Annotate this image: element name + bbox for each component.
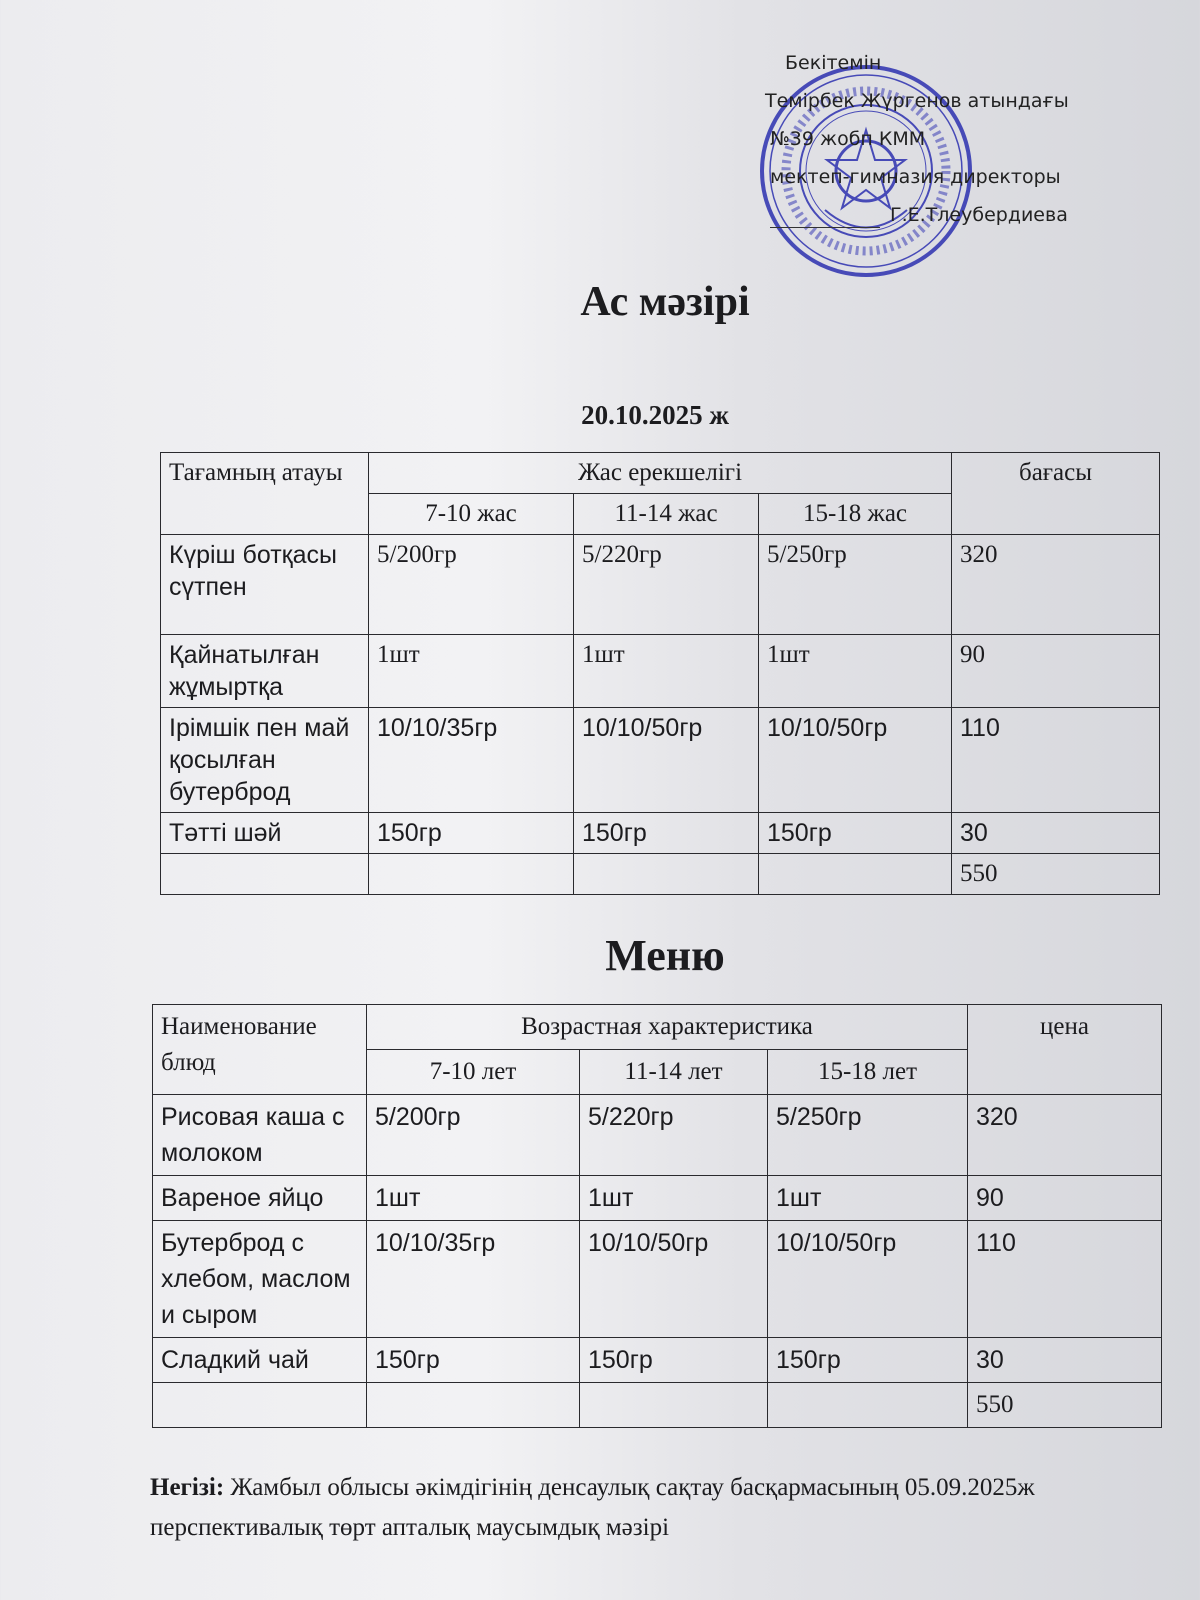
approval-heading: Бекітемін xyxy=(785,52,882,74)
header-age-group: Возрастная характеристика xyxy=(367,1005,968,1050)
table-row xyxy=(161,635,1160,708)
dish-name: Ірімшік пен май қосылған бутерброд xyxy=(161,708,369,813)
table-row xyxy=(161,813,1160,854)
portion-11-14: 5/220гр xyxy=(580,1095,768,1176)
dish-price: 110 xyxy=(952,708,1160,813)
header-age: 7-10 жас xyxy=(369,494,574,535)
kz-menu-table xyxy=(160,452,1160,895)
header-age: 11-14 жас xyxy=(574,494,759,535)
dish-price: 110 xyxy=(968,1221,1162,1338)
dish-name: Бутерброд с хлебом, маслом и сыром xyxy=(153,1221,367,1338)
header-dish-name: Тағамның атауы xyxy=(161,453,369,535)
dish-price: 90 xyxy=(968,1176,1162,1221)
portion-15-18: 1шт xyxy=(768,1176,968,1221)
total-row xyxy=(153,1383,1162,1428)
portion-15-18: 150гр xyxy=(759,813,952,854)
basis-note xyxy=(150,1468,1110,1548)
header-price: бағасы xyxy=(952,453,1160,535)
portion-15-18: 150гр xyxy=(768,1338,968,1383)
table-header-row xyxy=(153,1005,1162,1050)
portion-15-18: 10/10/50гр xyxy=(759,708,952,813)
approval-school-line: Темірбек Жүргенов атындағы xyxy=(765,90,1069,112)
table-row xyxy=(153,1095,1162,1176)
portion-15-18: 5/250гр xyxy=(759,535,952,635)
dish-price: 30 xyxy=(968,1338,1162,1383)
ru-menu-table xyxy=(152,1004,1162,1428)
header-age: 15-18 лет xyxy=(768,1050,968,1095)
basis-text: Жамбыл облысы әкімдігінің денсаулық сақтау басқармасының 05.09.2025ж перспективалық төрт апталық маусымдық мәзірі xyxy=(150,1474,1035,1541)
portion-15-18: 5/250гр xyxy=(768,1095,968,1176)
header-dish-name: Наименование блюд xyxy=(153,1005,367,1095)
portion-11-14: 1шт xyxy=(580,1176,768,1221)
table-row xyxy=(153,1221,1162,1338)
dish-name: Сладкий чай xyxy=(153,1338,367,1383)
portion-7-10: 1шт xyxy=(369,635,574,708)
portion-11-14: 1шт xyxy=(574,635,759,708)
table-row xyxy=(153,1176,1162,1221)
portion-11-14: 10/10/50гр xyxy=(574,708,759,813)
header-age-group: Жас ерекшелігі xyxy=(369,453,952,494)
approval-school-number: №39 жобп КММ xyxy=(770,128,926,150)
portion-15-18: 1шт xyxy=(759,635,952,708)
table-row xyxy=(161,708,1160,813)
dish-name: Күріш ботқасы сүтпен xyxy=(161,535,369,635)
dish-name: Вареное яйцо xyxy=(153,1176,367,1221)
dish-price: 320 xyxy=(968,1095,1162,1176)
dish-price: 320 xyxy=(952,535,1160,635)
total-price: 550 xyxy=(952,854,1160,895)
header-price: цена xyxy=(968,1005,1162,1095)
portion-11-14: 5/220гр xyxy=(574,535,759,635)
header-age: 11-14 лет xyxy=(580,1050,768,1095)
table-row xyxy=(161,535,1160,635)
approval-director-name: Г.Е.Тлеубердиева xyxy=(890,204,1068,226)
signature-line xyxy=(770,227,880,228)
portion-7-10: 1шт xyxy=(367,1176,580,1221)
dish-name: Тәтті шәй xyxy=(161,813,369,854)
basis-label: Негізі: xyxy=(150,1474,225,1501)
menu-date: 20.10.2025 ж xyxy=(581,400,729,430)
portion-7-10: 150гр xyxy=(367,1338,580,1383)
dish-price: 90 xyxy=(952,635,1160,708)
table-header-row xyxy=(161,453,1160,494)
total-row xyxy=(161,854,1160,895)
header-age: 15-18 жас xyxy=(759,494,952,535)
ru-menu-title: Меню xyxy=(605,931,725,980)
dish-name: Қайнатылған жұмыртқа xyxy=(161,635,369,708)
portion-7-10: 5/200гр xyxy=(367,1095,580,1176)
portion-7-10: 10/10/35гр xyxy=(369,708,574,813)
portion-7-10: 150гр xyxy=(369,813,574,854)
portion-15-18: 10/10/50гр xyxy=(768,1221,968,1338)
dish-price: 30 xyxy=(952,813,1160,854)
kz-menu-title: Ас мәзірі xyxy=(580,279,750,325)
dish-name: Рисовая каша с молоком xyxy=(153,1095,367,1176)
portion-11-14: 150гр xyxy=(580,1338,768,1383)
portion-11-14: 10/10/50гр xyxy=(580,1221,768,1338)
header-age: 7-10 лет xyxy=(367,1050,580,1095)
portion-7-10: 5/200гр xyxy=(369,535,574,635)
approval-position: мектеп-гимназия директоры xyxy=(770,166,1061,188)
portion-7-10: 10/10/35гр xyxy=(367,1221,580,1338)
total-price: 550 xyxy=(968,1383,1162,1428)
portion-11-14: 150гр xyxy=(574,813,759,854)
table-row xyxy=(153,1338,1162,1383)
